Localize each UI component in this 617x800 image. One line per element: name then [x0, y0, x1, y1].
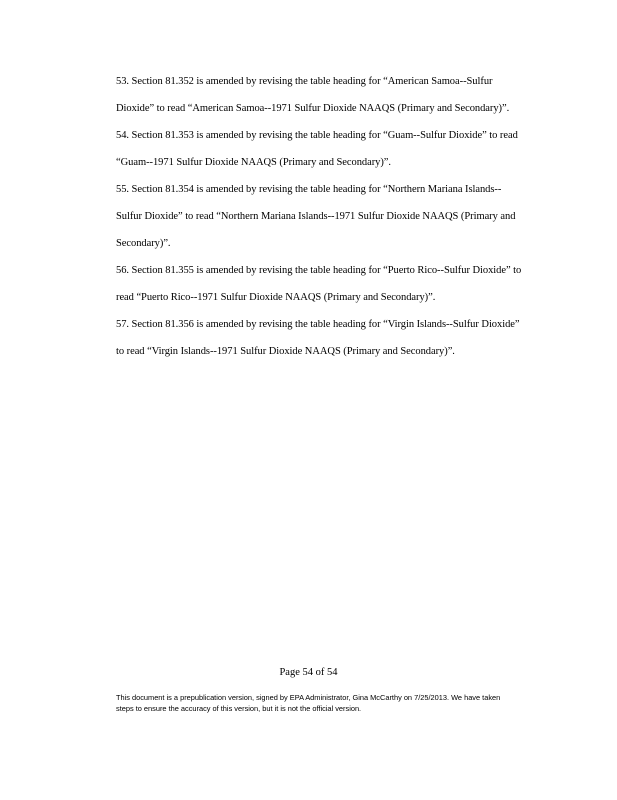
amendment-paragraph-57: 57. Section 81.356 is amended by revising the table heading for “Virgin Islands--Sulfur Dioxide” to read “Virgin Islands--1971 Sulfur Dioxide NAAQS (Primary and Secondary)”. — [116, 319, 520, 357]
amendment-paragraph-55: 55. Section 81.354 is amended by revising the table heading for “Northern Mariana Islands--Sulfur Dioxide” to read “Northern Mariana Islands--1971 Sulfur Dioxide NAAQS (Primary and Secondary)”. — [116, 184, 516, 249]
amendment-paragraph-53: 53. Section 81.352 is amended by revising the table heading for “American Samoa--Sulfur Dioxide” to read “American Samoa--1971 Sulfur Dioxide NAAQS (Primary and Secondary)”. — [116, 76, 510, 114]
amendment-paragraph-54: 54. Section 81.353 is amended by revising the table heading for “Guam--Sulfur Dioxide” to read “Guam--1971 Sulfur Dioxide NAAQS (Primary and Secondary)”. — [116, 130, 518, 168]
document-body — [116, 68, 524, 365]
prepublication-disclaimer: This document is a prepublication version, signed by EPA Administrator, Gina McCarthy on 7/25/2013. We have taken steps to ensure the accuracy of this version, but it is not the official version. — [116, 693, 501, 713]
amendment-paragraph-56: 56. Section 81.355 is amended by revising the table heading for “Puerto Rico--Sulfur Dioxide” to read “Puerto Rico--1971 Sulfur Dioxide NAAQS (Primary and Secondary)”. — [116, 265, 522, 303]
page-number: Page 54 of 54 — [279, 667, 338, 678]
